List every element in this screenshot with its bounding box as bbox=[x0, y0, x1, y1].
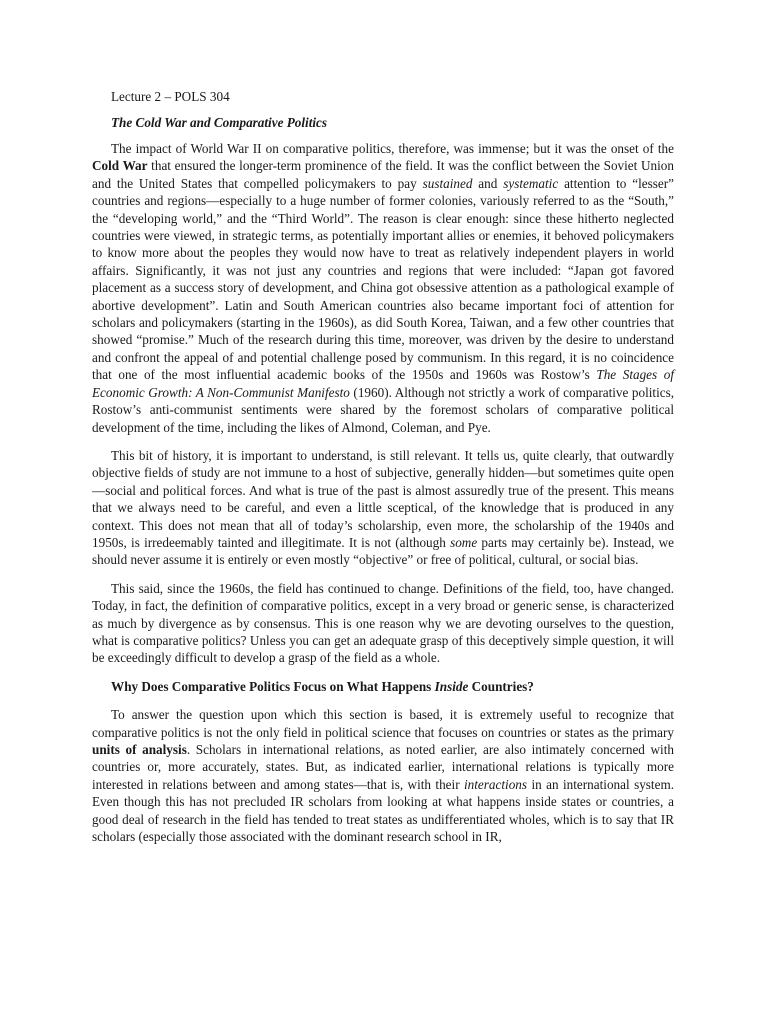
text-run: To answer the question upon which this section is based, it is extremely useful to recognize that comparative politics is not the only field in political science that focuses on countries or states as the primary bbox=[92, 707, 674, 740]
italic-term: interactions bbox=[464, 776, 528, 792]
bold-term-units-of-analysis: units of analysis bbox=[92, 742, 187, 757]
text-run: and bbox=[472, 175, 504, 191]
text-run: . Scholars in international relations, as noted earlier, are also intimately concerned with countries or, more accurately, states. But, as indicated earlier, international relations is typically more interested in relations between and among states—that is, with their bbox=[92, 742, 674, 792]
text-run: in an international system. Even though this has not precluded IR scholars from looking at what happens inside states or countries, a good deal of research in the field has tended to treat states as undifferentiated wholes, which is to say that IR scholars (especially those associated with the dominant research school in IR, bbox=[92, 776, 675, 845]
paragraph-history bbox=[92, 447, 674, 569]
paragraph-cold-war bbox=[92, 140, 674, 436]
italic-term: systematic bbox=[503, 175, 559, 191]
italic-term: sustained bbox=[422, 175, 473, 191]
bold-term-cold-war: Cold War bbox=[92, 158, 148, 174]
text-run: Countries? bbox=[468, 678, 534, 694]
text-run: attention to “lesser” countries and regions—especially to a huge number of former colonies, variously referred to as the “South,” the “developing world,” and the “Third World”. The reason is clear enough: since these hitherto neglected countries were viewed, in strategic terms, as potentially important allies or enemies, it behoved policymakers to know more about the peoples they would now have to treat as relatively independent players in world affairs. Significantly, it was not just any countries and regions that were included: “Japan got favored placement as a success story of development, and China got obsessive attention as a pathological example of abortive development”. Latin and South American countries also became important foci of attention for scholars and policymakers (starting in the 1960s), as did South Korea, Taiwan, and a few other countries that showed “promise.” Much of the research during this time, moreover, was driven by the desire to understand and confront the appeal of and potential challenge posed by communism. In this regard, it is no coincidence that one of the most influential academic books of the 1950s and 1960s was Rostow’s bbox=[92, 175, 674, 383]
italic-term: Inside bbox=[434, 678, 469, 694]
document-body bbox=[92, 140, 674, 856]
paragraph-field-change: This said, since the 1960s, the field has continued to change. Definitions of the field, too, have changed. Today, in fact, the definition of comparative politics, except in a very broad or generic sense, is characterized as much by divergence as by consensus. This is one reason why we are devoting ourselves to the question, what is comparative politics? Unless you can get an adequate grasp of this deceptively simple question, it will be exceedingly difficult to develop a grasp of the field as a whole. bbox=[92, 580, 674, 666]
paragraph-units-of-analysis bbox=[92, 706, 674, 845]
page-title: The Cold War and Comparative Politics bbox=[111, 115, 328, 130]
italic-term: some bbox=[450, 534, 478, 550]
section-heading bbox=[92, 678, 674, 695]
text-run: This bit of history, it is important to understand, is still relevant. It tells us, quite clearly, that outwardly objective fields of study are not immune to a host of subjective, generally hidden—but sometimes quite open—social and political forces. And what is true of the past is almost assuredly true of the present. This means that we always need to be careful, and even a little sceptical, of the knowledge that is produced in any context. This does not mean that all of today’s scholarship, even more, the scholarship of the 1940s and 1950s, is irredeemably tainted and illegitimate. It is not (although bbox=[92, 447, 674, 550]
lecture-label: Lecture 2 – POLS 304 bbox=[111, 89, 230, 104]
text-run: parts may certainly be). Instead, we should never assume it is entirely or even mostly “objective” or free of political, cultural, or social bias. bbox=[92, 534, 674, 568]
text-run: (1960). Although not strictly a work of comparative politics, Rostow’s anti-communist sentiments were shared by the foremost scholars of comparative political development of the time, including the likes of Almond, Coleman, and Pye. bbox=[92, 384, 675, 435]
text-run: that ensured the longer-term prominence of the field. It was the conflict between the Soviet Union and the United States that compelled policymakers to pay bbox=[92, 158, 674, 191]
book-title: The Stages of Economic Growth: A Non-Communist Manifesto bbox=[92, 367, 674, 400]
text-run: Why Does Comparative Politics Focus on What Happens bbox=[111, 678, 435, 694]
text-run: The impact of World War II on comparative politics, therefore, was immense; but it was the onset of the bbox=[111, 141, 674, 156]
